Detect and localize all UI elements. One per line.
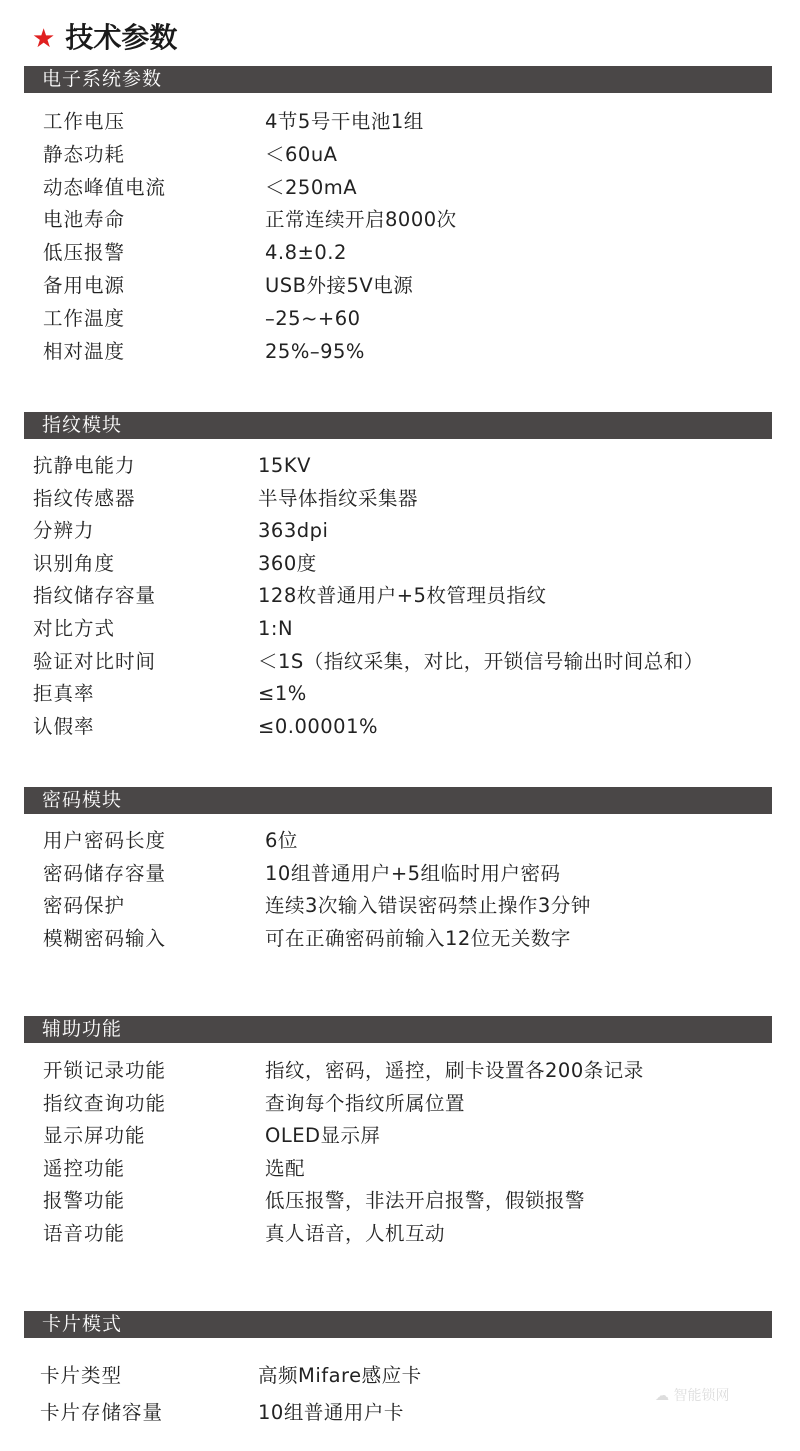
- spec-label: 卡片存储容量: [40, 1401, 164, 1424]
- spec-label: 备用电源: [43, 274, 126, 297]
- spec-label: 密码保护: [43, 894, 126, 918]
- spec-value: 10组普通用户+5组临时用户密码: [265, 861, 561, 885]
- spec-value: ≤0.00001%: [258, 714, 379, 738]
- section-header: 密码模块: [24, 787, 772, 814]
- star-icon: ★: [32, 24, 56, 54]
- spec-label: 开锁记录功能: [43, 1059, 167, 1082]
- spec-value: 10组普通用户卡: [258, 1401, 404, 1424]
- page-title: [32, 16, 177, 56]
- spec-label: 指纹传感器: [33, 486, 136, 510]
- spec-value: 4节5号干电池1组: [265, 110, 424, 133]
- spec-label: 拒真率: [33, 682, 95, 706]
- spec-label: 模糊密码输入: [43, 926, 167, 950]
- spec-value: ＜60uA: [265, 142, 338, 166]
- spec-label: 用户密码长度: [43, 829, 167, 852]
- spec-value: 正常连续开启8000次: [265, 208, 457, 232]
- spec-label: 静态功耗: [43, 142, 126, 166]
- spec-label: 指纹查询功能: [43, 1091, 167, 1115]
- title-text: 技术参数: [65, 21, 178, 54]
- watermark-logo: ☁ 智能锁网: [655, 1388, 730, 1404]
- spec-label: 指纹储存容量: [33, 584, 157, 608]
- spec-value: ＜1S（指纹采集，对比，开锁信号输出时间总和）: [258, 649, 704, 673]
- section-header: 辅助功能: [24, 1016, 772, 1043]
- spec-value: 连续3次输入错误密码禁止操作3分钟: [265, 894, 591, 918]
- spec-label: 卡片类型: [40, 1364, 123, 1387]
- spec-label: 相对温度: [43, 339, 126, 363]
- spec-value: –25~+60: [265, 306, 361, 330]
- spec-label: 抗静电能力: [33, 454, 136, 477]
- watermark-text: 智能锁网: [673, 1388, 730, 1404]
- spec-label: 低压报警: [43, 241, 126, 265]
- spec-value: 半导体指纹采集器: [258, 486, 419, 510]
- spec-value: 真人语音，人机互动: [265, 1222, 446, 1245]
- spec-value: ≤1%: [258, 682, 307, 706]
- spec-value: 指纹，密码，遥控，刷卡设置各200条记录: [265, 1059, 644, 1082]
- spec-label: 工作电压: [43, 110, 126, 133]
- spec-value: 高频Mifare感应卡: [258, 1364, 422, 1387]
- spec-label: 报警功能: [43, 1189, 126, 1213]
- spec-label: 显示屏功能: [43, 1124, 146, 1148]
- spec-label: 语音功能: [43, 1222, 126, 1245]
- spec-value: 360度: [258, 551, 317, 575]
- spec-label: 密码储存容量: [43, 861, 167, 885]
- spec-value: 查询每个指纹所属位置: [265, 1091, 466, 1115]
- spec-value: 363dpi: [258, 519, 329, 543]
- spec-label: 遥控功能: [43, 1156, 126, 1180]
- section-header: 指纹模块: [24, 412, 772, 439]
- spec-value: 25%–95%: [265, 339, 365, 363]
- spec-value: 选配: [265, 1156, 306, 1180]
- spec-value: USB外接5V电源: [265, 274, 414, 297]
- spec-label: 工作温度: [43, 306, 126, 330]
- spec-value: 可在正确密码前输入12位无关数字: [265, 926, 571, 950]
- spec-value: 低压报警，非法开启报警，假锁报警: [265, 1189, 586, 1213]
- spec-value: 128枚普通用户+5枚管理员指纹: [258, 584, 547, 608]
- spec-value: OLED显示屏: [265, 1124, 381, 1148]
- spec-value: 6位: [265, 829, 298, 852]
- spec-label: 分辨力: [33, 519, 95, 543]
- spec-label: 识别角度: [33, 551, 116, 575]
- section-header: 卡片模式: [24, 1311, 772, 1338]
- spec-label: 动态峰值电流: [43, 175, 167, 199]
- section-header: 电子系统参数: [24, 66, 772, 93]
- spec-label: 认假率: [33, 714, 95, 738]
- spec-value: 15KV: [258, 454, 311, 477]
- spec-label: 验证对比时间: [33, 649, 157, 673]
- spec-value: 1:N: [258, 617, 294, 640]
- spec-value: ＜250mA: [265, 175, 358, 199]
- spec-label: 电池寿命: [43, 208, 126, 232]
- spec-label: 对比方式: [33, 617, 116, 640]
- spec-value: 4.8±0.2: [265, 241, 347, 265]
